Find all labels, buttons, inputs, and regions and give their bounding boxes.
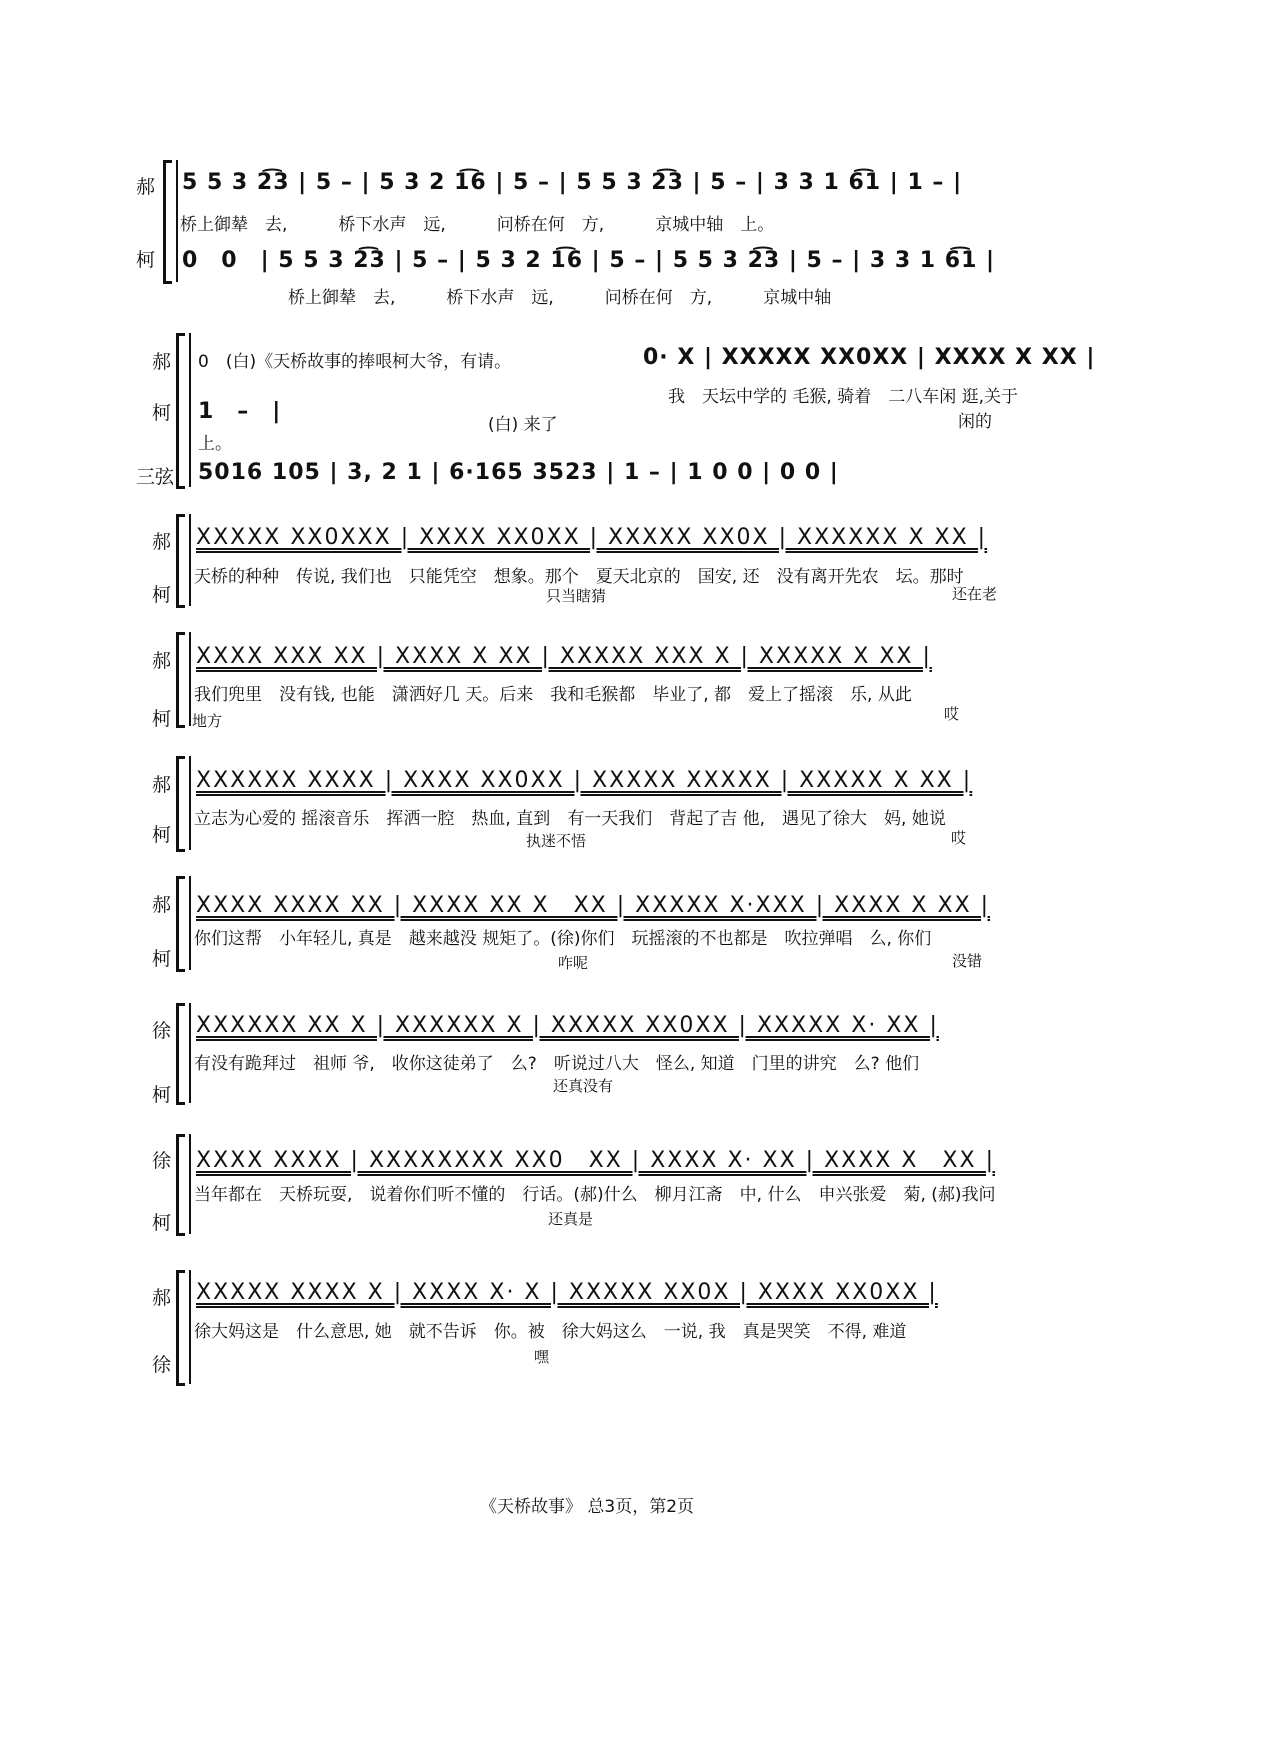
system-barline xyxy=(189,1270,191,1384)
part-label-hao: 郝 xyxy=(152,531,172,553)
aside-line: 地方 xyxy=(192,712,223,730)
spoken-line: (白) 来了 xyxy=(488,415,558,435)
system-brace xyxy=(176,514,185,608)
aside-line: 哎 xyxy=(944,705,960,723)
lyric-row: 桥上御辇 去, 桥下水声 远, 问桥在何 方, 京城中轴 xyxy=(288,288,832,308)
part-label-ke: 柯 xyxy=(152,584,172,606)
lyric-row: 徐大妈这是 什么意思, 她 就不告诉 你。被 徐大妈这么 一说, 我 真是哭笑 不得, 难道 xyxy=(194,1322,907,1342)
lyric-row: 立志为心爱的 摇滚音乐 挥洒一腔 热血, 直到 有一天我们 背起了吉 他, 遇见了徐大 妈, 她说 xyxy=(194,809,946,829)
part-label-ke: 柯 xyxy=(152,402,172,424)
system-barline xyxy=(189,514,191,606)
system-brace xyxy=(176,756,185,852)
part-label-xu: 徐 xyxy=(152,1354,172,1376)
part-label-ke: 柯 xyxy=(152,948,172,970)
part-label-hao: 郝 xyxy=(152,774,172,796)
lyric-row: 当年都在 天桥玩耍, 说着你们听不懂的 行话。(郝)什么 柳月江斋 中, 什么 申兴张爱 菊, (郝)我问 xyxy=(194,1185,996,1205)
rhythm-row: XXXX XXX XX | XXXX X XX | XXXXX XXX X | XXXXX X XX | xyxy=(196,644,932,669)
notation-row: 0· X | XXXXX XX0XX | XXXX X XX | xyxy=(643,345,1096,370)
part-label-ke: 柯 xyxy=(152,824,172,846)
aside-line: 咋呢 xyxy=(558,954,589,972)
part-label-hao: 郝 xyxy=(152,650,172,672)
system-barline xyxy=(176,160,178,282)
aside-line: 还在老 xyxy=(952,585,998,603)
rhythm-row: XXXXX XXXX X | XXXX X· X | XXXXX XX0X | XXXX XX0XX | xyxy=(196,1280,938,1305)
lyric-row: 闲的 xyxy=(958,412,992,432)
rhythm-row: XXXX XXXX XX | XXXX XX X XX | XXXXX X·XXX | XXXX X XX | xyxy=(196,893,991,918)
part-label-sanxian: 三弦 xyxy=(136,466,175,488)
system-brace xyxy=(176,1270,185,1386)
notation-row-sanxian: 5016 105 | 3, 2 1 | 6·165 3523 | 1 – | 1 0 0 | 0 0 | xyxy=(198,460,839,485)
lyric-row: 上。 xyxy=(198,434,232,454)
rhythm-row: XXXX XXXX | XXXXXXXX XX0 XX | XXXX X· XX | XXXX X XX | xyxy=(196,1148,995,1173)
system-barline xyxy=(189,1134,191,1234)
system-brace xyxy=(176,632,185,728)
aside-line: 哎 xyxy=(951,829,967,847)
system-barline xyxy=(189,632,191,726)
part-label-xu: 徐 xyxy=(152,1150,172,1172)
rhythm-row: XXXXXX XXXX | XXXX XX0XX | XXXXX XXXXX | XXXXX X XX | xyxy=(196,768,973,793)
part-label-hao: 郝 xyxy=(152,1287,172,1309)
notation-row: 1 – | xyxy=(198,399,282,424)
aside-line: 没错 xyxy=(952,952,983,970)
part-label-hao: 郝 xyxy=(136,176,156,198)
aside-line: 执迷不悟 xyxy=(526,832,587,850)
system-brace xyxy=(176,876,185,972)
notation-row: 0 0 | 5 5 3 2͡3 | 5 – | 5 3 2 1͡6 | 5 – | 5 5 3 2͡3 | 5 – | 3 3 1 6͡1 | xyxy=(182,248,996,273)
system-brace xyxy=(176,333,185,489)
part-label-ke: 柯 xyxy=(136,249,156,271)
aside-line: 嘿 xyxy=(534,1348,550,1366)
aside-line: 还真是 xyxy=(548,1210,594,1228)
system-barline xyxy=(189,1003,191,1103)
part-label-hao: 郝 xyxy=(152,351,172,373)
part-label-ke: 柯 xyxy=(152,1084,172,1106)
lyric-row: 天桥的种种 传说, 我们也 只能凭空 想象。那个 夏天北京的 国安, 还 没有离开先农 坛。那时 xyxy=(194,567,964,587)
aside-line: 还真没有 xyxy=(553,1077,614,1095)
page-footer: 《天桥故事》 总3页，第2页 xyxy=(480,1497,695,1517)
part-label-hao: 郝 xyxy=(152,894,172,916)
part-label-ke: 柯 xyxy=(152,1212,172,1234)
lyric-row: 桥上御辇 去, 桥下水声 远, 问桥在何 方, 京城中轴 上。 xyxy=(180,215,775,235)
system-barline xyxy=(189,756,191,850)
system-brace xyxy=(176,1134,185,1236)
lyric-row: 我 天坛中学的 毛猴, 骑着 二八车闲 逛,关于 xyxy=(668,387,1019,407)
part-label-ke: 柯 xyxy=(152,708,172,730)
system-brace xyxy=(176,1003,185,1105)
rhythm-row: XXXXX XX0XXX | XXXX XX0XX | XXXXX XX0X | XXXXXX X XX | xyxy=(196,525,988,550)
rhythm-row: XXXXXX XX X | XXXXXX X | XXXXX XX0XX | XXXXX X· XX | xyxy=(196,1013,939,1038)
system-barline xyxy=(189,333,191,487)
aside-line: 只当瞎猜 xyxy=(546,587,607,605)
lyric-row: 我们兜里 没有钱, 也能 潇洒好几 天。后来 我和毛猴都 毕业了, 都 爱上了摇滚 乐, 从此 xyxy=(194,685,912,705)
system-brace xyxy=(163,160,172,284)
part-label-xu: 徐 xyxy=(152,1020,172,1042)
notation-row: 5 5 3 2͡3 | 5 – | 5 3 2 1͡6 | 5 – | 5 5 3 2͡3 | 5 – | 3 3 1 6͡1 | 1 – | xyxy=(182,170,963,195)
lyric-row: 你们这帮 小年轻儿, 真是 越来越没 规矩了。(徐)你们 玩摇滚的不也都是 吹拉弹唱 么, 你们 xyxy=(194,929,932,949)
system-barline xyxy=(189,876,191,970)
lyric-row: 有没有跪拜过 祖师 爷, 收你这徒弟了 么? 听说过八大 怪么, 知道 门里的讲究 么? 他们 xyxy=(194,1054,920,1074)
spoken-line: 0 (白)《天桥故事的捧哏柯大爷，有请。 xyxy=(198,352,512,372)
